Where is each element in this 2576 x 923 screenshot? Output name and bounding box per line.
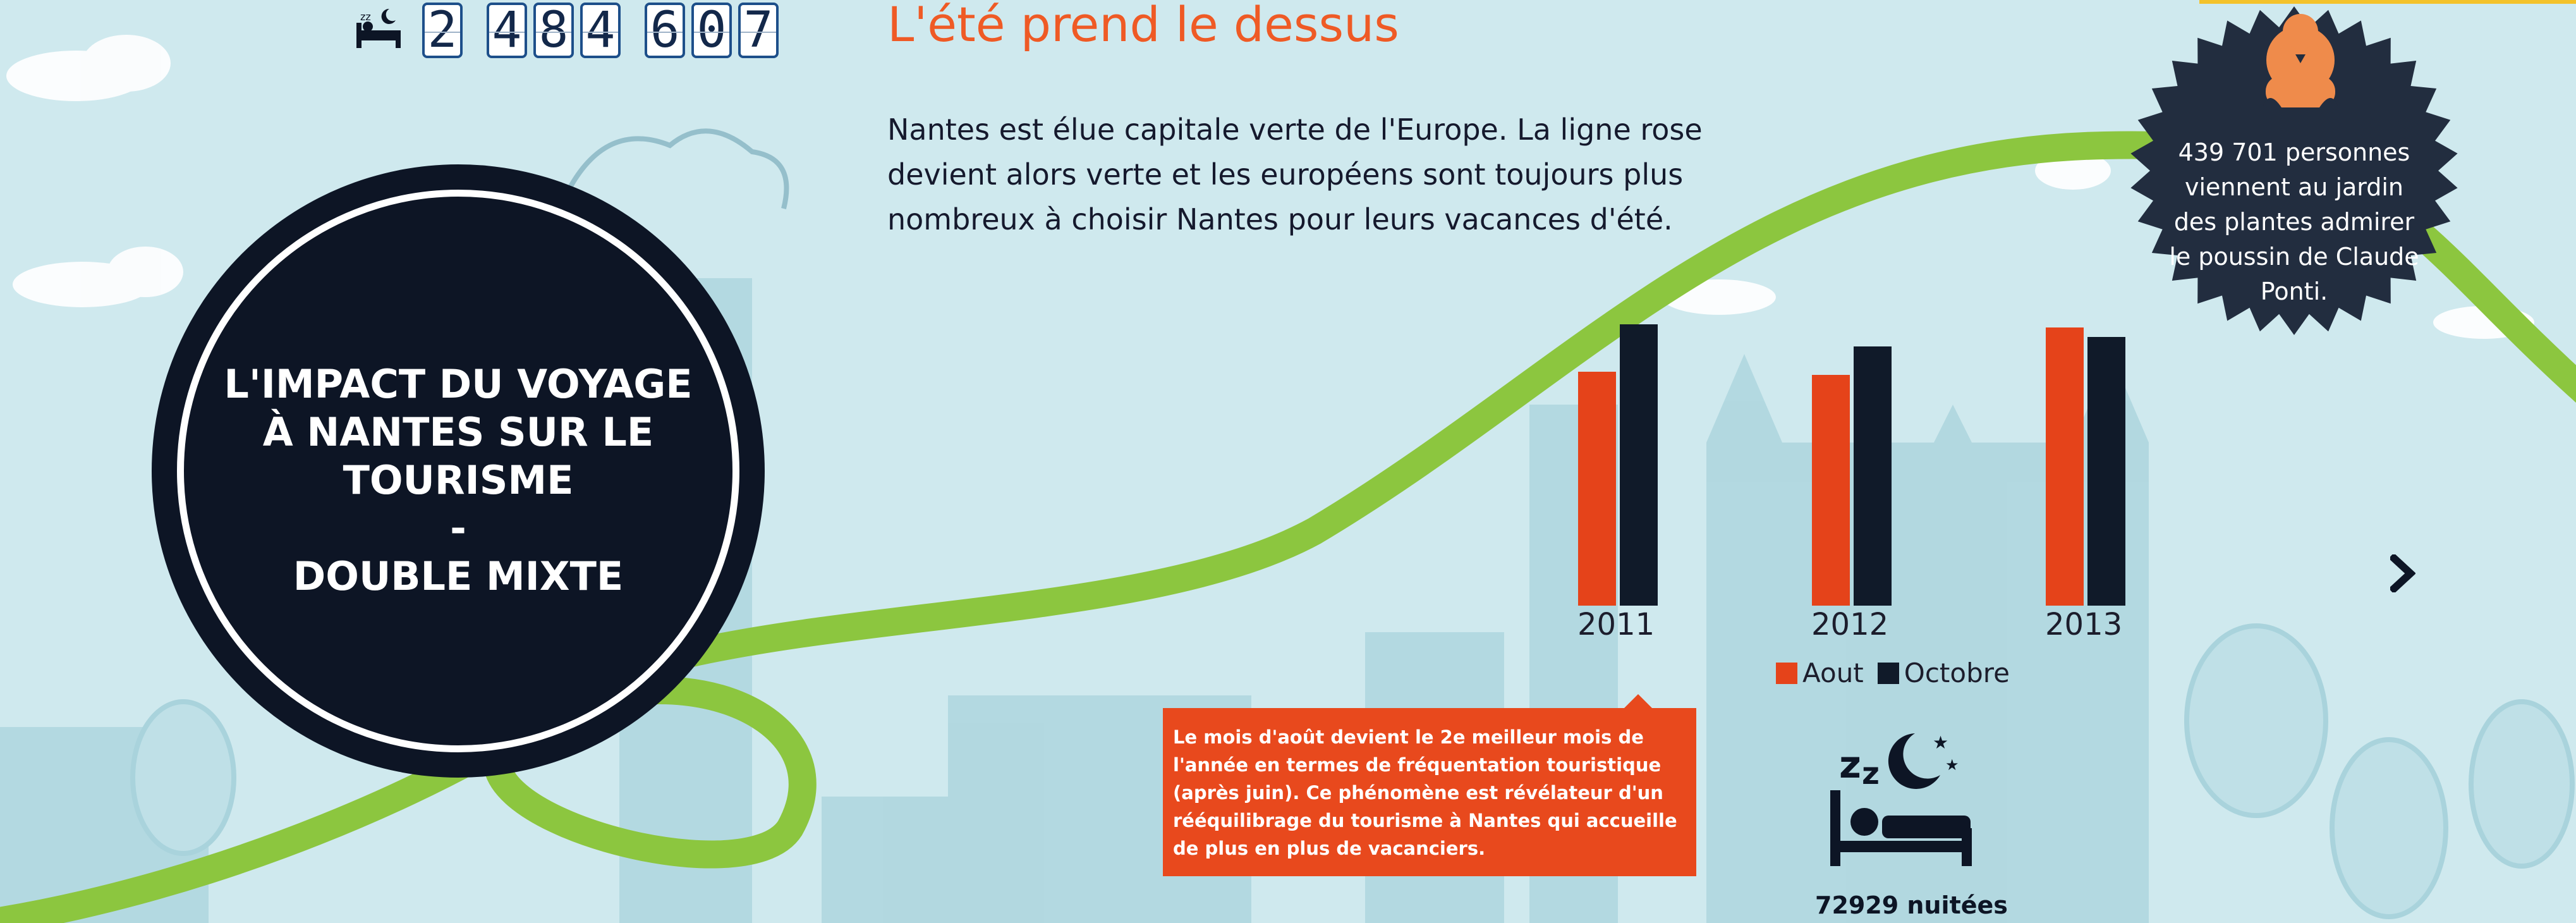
counter-digit: 6 [645,3,685,58]
bar-aout-2012 [1812,375,1850,606]
counter-digit: 7 [738,3,779,58]
legend-item-octobre [1878,657,2010,688]
legend-swatch [1776,663,1797,684]
bar-octobre-2011 [1620,324,1658,606]
intro-paragraph: Nantes est élue capitale verte de l'Europe. La ligne rose devient alors verte et les européens sont toujours plus nombreux à choisir Nantes pour leurs vacances d'été. [887,113,1703,236]
counter-digit: 8 [533,3,574,58]
badge-line: DOUBLE MIXTE [293,553,624,599]
axis-tick-label: 2013 [2045,607,2123,642]
badge-line: TOURISME [343,457,574,503]
nights-count: 72929 nuitées [1815,891,2008,919]
legend-swatch [1878,663,1899,684]
axis-tick-label: 2011 [1577,607,1655,642]
sleeping-bed-icon [1820,721,1972,872]
svg-text:z: z [1839,743,1861,787]
next-slide-button[interactable] [2384,551,2422,596]
counter-digit: 4 [487,3,527,58]
legend-label: Aout [1802,657,1864,688]
svg-text:z: z [1862,756,1880,792]
axis-tick-label: 2012 [1811,607,1889,642]
svg-text:★: ★ [1933,732,1949,753]
chevron-right-icon [2390,554,2415,592]
legend-item-aout [1776,657,1864,688]
bar-aout-2011 [1578,372,1616,606]
bar-aout-2013 [2046,327,2084,606]
badge-line: - [450,505,466,551]
counter-digit: 2 [422,3,463,58]
badge-line: À NANTES SUR LE [262,409,654,455]
svg-text:zz: zz [360,11,371,23]
bar-octobre-2013 [2087,337,2125,606]
august-callout: Le mois d'août devient le 2e meilleur mois de l'année en termes de fréquentation touristique (après juin). Ce phénomène est révélateur d'un rééquilibrage du tourisme à Nantes qui accueille de plus en plus de vacanciers. [1163,708,1696,876]
badge-line: L'IMPACT DU VOYAGE [224,361,693,407]
counter-digit: 0 [691,3,732,58]
starburst-text: 439 701 personnes viennent au jardin des plantes admirer le poussin de Claude Ponti. [2169,138,2419,305]
section-title: L'été prend le dessus [887,0,1399,52]
counter-digit: 4 [580,3,621,58]
bar-octobre-2012 [1854,346,1892,606]
chart-legend [1776,657,2024,688]
legend-label: Octobre [1904,657,2010,688]
svg-text:★: ★ [1945,756,1959,774]
